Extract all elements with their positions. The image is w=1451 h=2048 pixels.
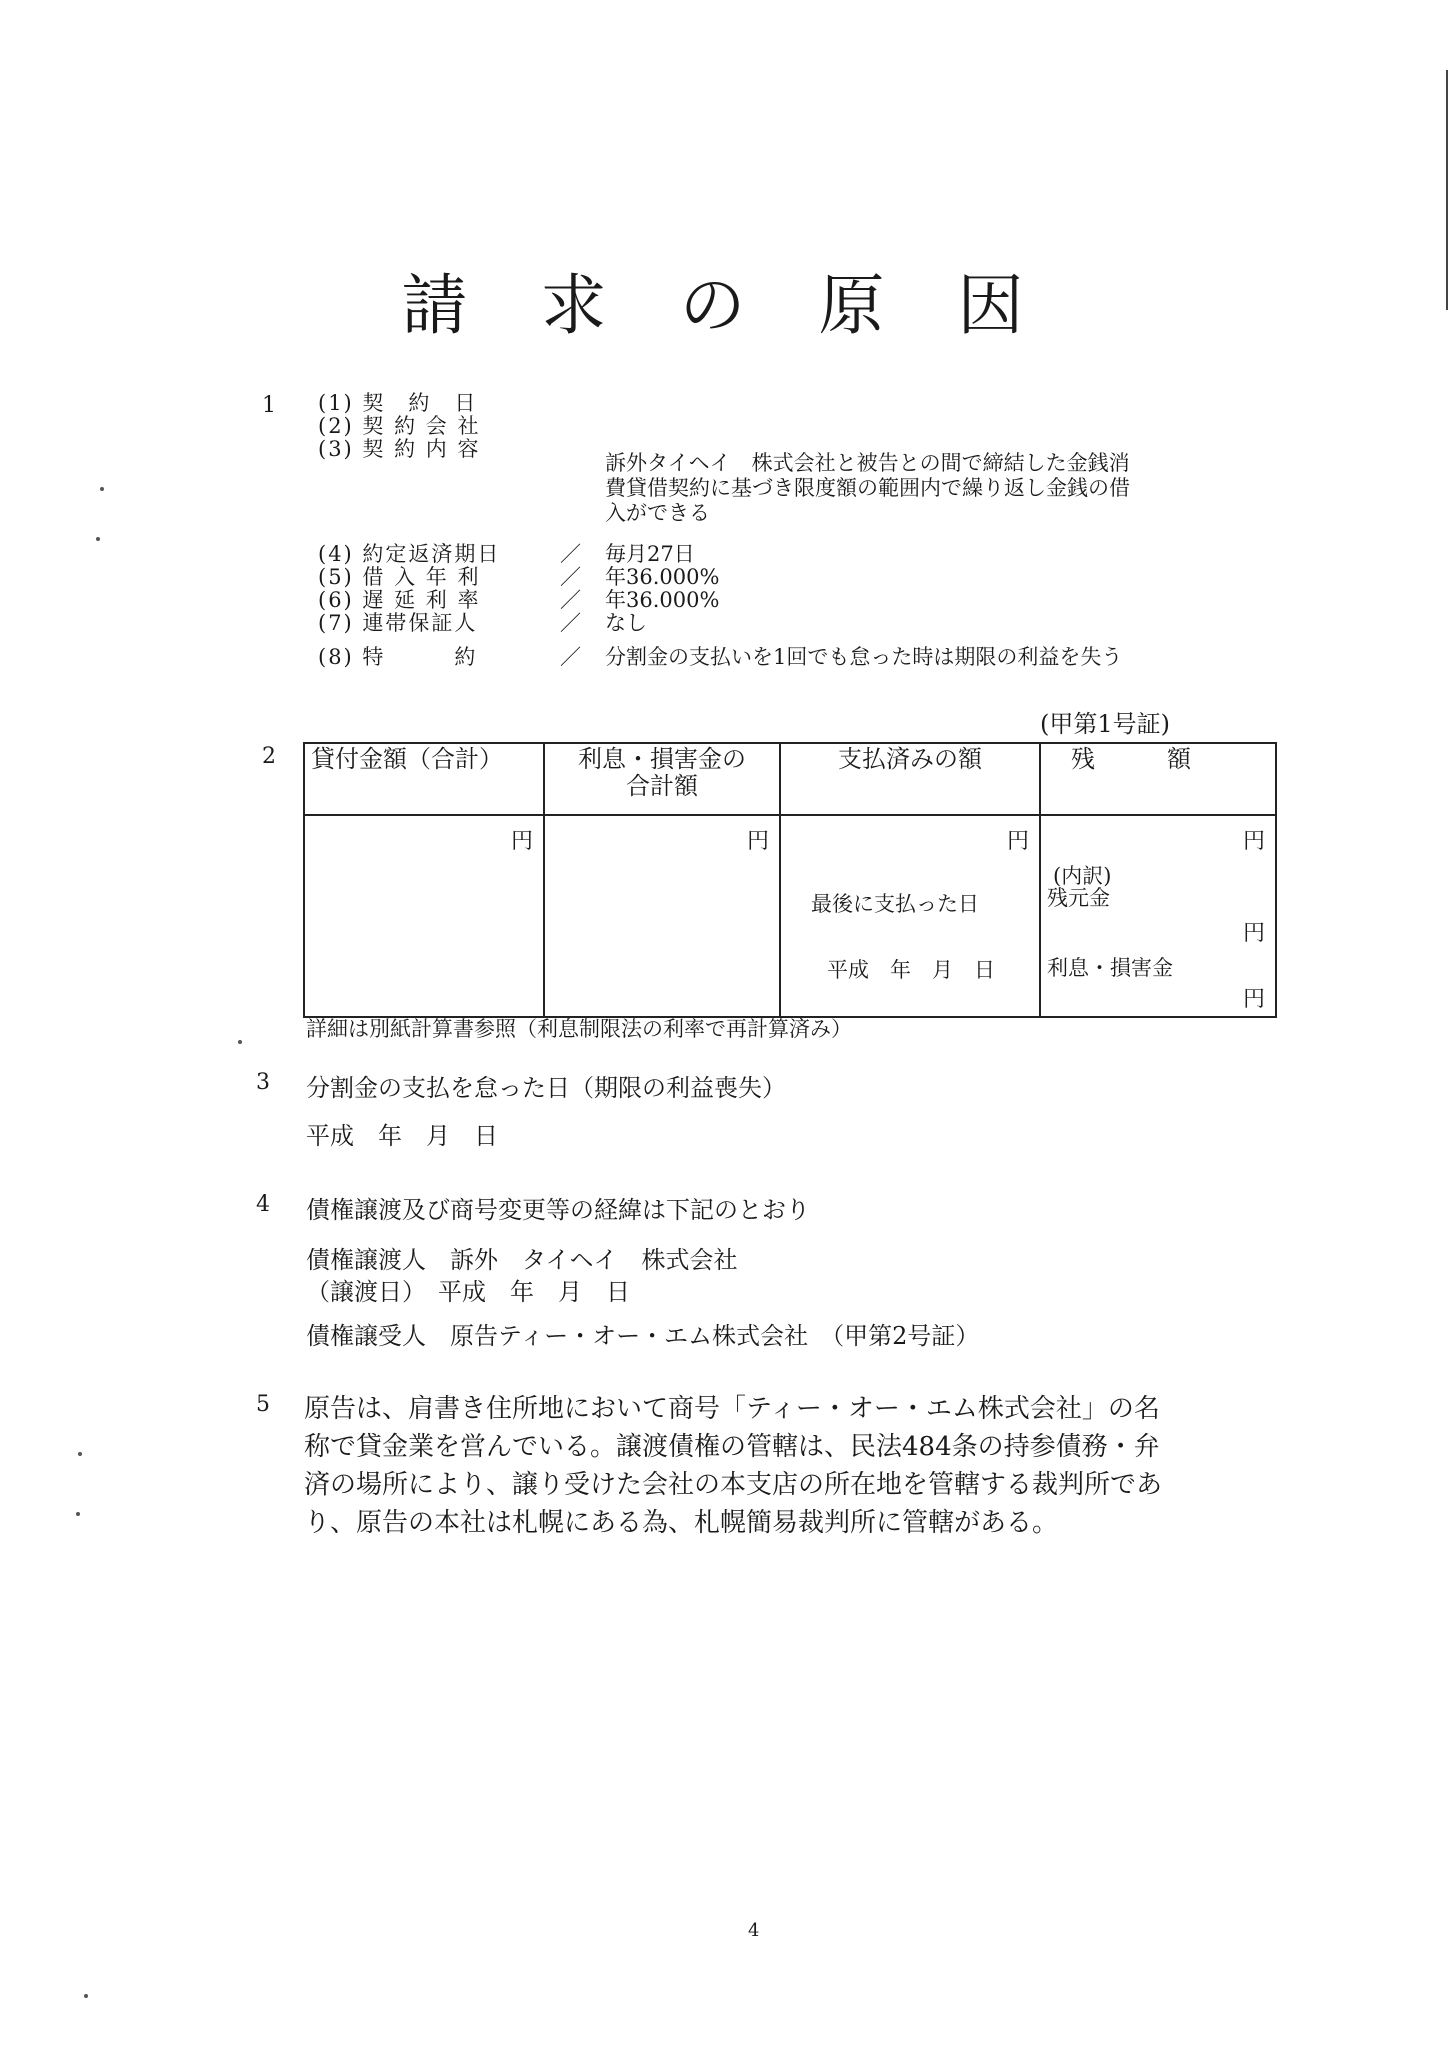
evidence-1: (甲第1号証) xyxy=(1040,710,1170,738)
cell-interest-total xyxy=(544,815,780,1017)
repayment-date-label: (4) 約定返済期日 xyxy=(318,542,501,566)
scan-speck xyxy=(76,1512,80,1516)
principal-label: 残元金 xyxy=(1047,886,1110,910)
table-header-row xyxy=(304,743,1276,815)
section-4-number: 4 xyxy=(256,1192,270,1217)
late-rate-value: 年36.000% xyxy=(605,588,720,612)
cell-paid xyxy=(780,815,1040,1017)
interest-label: 利息・損害金 xyxy=(1047,956,1173,980)
header-loan-total: 貸付金額（合計） xyxy=(304,743,544,815)
special-terms-value: 分割金の支払いを1回でも怠った時は期限の利益を失う xyxy=(605,645,1123,669)
section-3-date: 平成 年 月 日 xyxy=(306,1122,498,1150)
header-interest-total-line-1: 利息・損害金の xyxy=(578,745,746,773)
yen-unit: 円 xyxy=(1242,921,1265,946)
cell-loan-total xyxy=(304,815,544,1017)
interest-rate-sep: ／ xyxy=(560,565,581,589)
last-paid-date: 平成 年 月 日 xyxy=(827,958,995,982)
breakdown-label: (内訳) xyxy=(1053,864,1112,888)
special-terms-label: (8) 特 約 xyxy=(318,645,478,669)
yen-unit: 円 xyxy=(1006,829,1029,854)
contract-content-line-3: 入ができる xyxy=(605,501,710,525)
loan-calculation-table xyxy=(303,742,1277,1018)
interest-rate-label: (5) 借 入 年 利 xyxy=(318,565,481,589)
contract-content-line-2: 費貸借契約に基づき限度額の範囲内で繰り返し金銭の借 xyxy=(605,476,1130,500)
section-5-line-1: 原告は、肩書き住所地において商号「ティー・オー・エム株式会社」の名 xyxy=(304,1394,1160,1424)
scan-speck xyxy=(100,487,104,491)
header-balance: 残 額 xyxy=(1040,743,1276,815)
section-1-number: 1 xyxy=(262,393,276,418)
section-5-line-2: 称で貸金業を営んでいる。譲渡債権の管轄は、民法484条の持参債務・弁 xyxy=(304,1432,1160,1462)
late-rate-sep: ／ xyxy=(560,588,581,612)
scan-speck xyxy=(238,1040,242,1044)
repayment-date-sep: ／ xyxy=(560,542,581,566)
header-interest-total-line-2: 合計額 xyxy=(626,772,698,800)
assignee: 債権譲受人 原告ティー・オー・エム株式会社 （甲第2号証） xyxy=(306,1322,980,1350)
section-5-line-4: り、原告の本社は札幌にある為、札幌簡易裁判所に管轄がある。 xyxy=(304,1508,1059,1538)
special-terms-sep: ／ xyxy=(560,645,581,669)
scan-speck xyxy=(78,1452,82,1456)
scan-speck xyxy=(84,1994,88,1998)
section-3-number: 3 xyxy=(256,1070,270,1095)
table-row xyxy=(304,815,1276,1017)
yen-unit: 円 xyxy=(510,829,533,854)
yen-unit: 円 xyxy=(1242,829,1265,854)
section-5-number: 5 xyxy=(256,1392,270,1417)
assign-date: （譲渡日） 平成 年 月 日 xyxy=(306,1278,630,1306)
header-interest-total xyxy=(544,743,780,815)
contract-content-line-1: 訴外タイヘイ 株式会社と被告との間で締結した金銭消 xyxy=(605,451,1130,475)
guarantor-value: なし xyxy=(605,611,647,635)
calculation-note: 詳細は別紙計算書参照（利息制限法の利率で再計算済み） xyxy=(306,1017,852,1041)
contract-date-label: (1) 契 約 日 xyxy=(318,391,478,415)
last-paid-label: 最後に支払った日 xyxy=(811,892,979,916)
page-number: 4 xyxy=(748,1920,760,1941)
interest-rate-value: 年36.000% xyxy=(605,565,720,589)
page-title: 請 求 の 原 因 xyxy=(401,267,1050,344)
yen-unit: 円 xyxy=(1242,987,1265,1012)
scan-speck xyxy=(96,537,100,541)
contract-company-label: (2) 契 約 会 社 xyxy=(318,414,481,438)
yen-unit: 円 xyxy=(746,829,769,854)
section-5-line-3: 済の場所により、譲り受けた会社の本支店の所在地を管轄する裁判所であ xyxy=(304,1470,1163,1500)
guarantor-label: (7) 連帯保証人 xyxy=(318,611,478,635)
cell-balance xyxy=(1040,815,1276,1017)
section-3-text: 分割金の支払を怠った日（期限の利益喪失） xyxy=(306,1074,786,1102)
contract-content-label: (3) 契 約 内 容 xyxy=(318,437,481,461)
section-2-number: 2 xyxy=(262,744,276,769)
assignor: 債権譲渡人 訴外 タイヘイ 株式会社 xyxy=(306,1246,738,1274)
header-paid: 支払済みの額 xyxy=(780,743,1040,815)
guarantor-sep: ／ xyxy=(560,611,581,635)
section-4-text: 債権譲渡及び商号変更等の経緯は下記のとおり xyxy=(306,1196,810,1224)
repayment-date-value: 毎月27日 xyxy=(605,542,695,566)
late-rate-label: (6) 遅 延 利 率 xyxy=(318,588,481,612)
